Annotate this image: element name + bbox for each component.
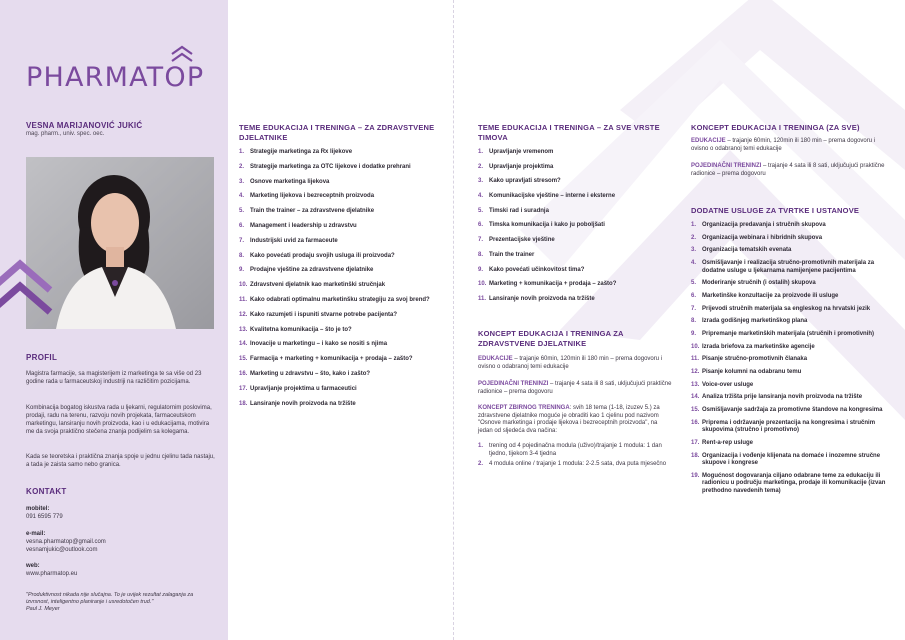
col2-topic-item-number: 8. [478, 251, 484, 258]
col3-service-item [691, 407, 891, 415]
email-link-2[interactable]: vesnamjukic@outlook.com [26, 547, 98, 553]
col1-topic-item-label: Marketing lijekova i bezreceptnih proizvoda [250, 193, 375, 200]
col3-service-item [691, 356, 891, 364]
col1-topic-item-label: Lansiranje novih proizvoda na tržište [250, 400, 356, 407]
col3-service-item-number: 13. [691, 381, 700, 388]
col1-title: TEME EDUKACIJA I TRENINGA – ZA ZDRAVSTVENE DJELATNIKE [239, 123, 435, 142]
col2-topic-item-label: Marketing + komunikacija + prodaja – zašto? [489, 281, 617, 288]
col3-service-item [691, 369, 891, 377]
col1-topic-item [239, 208, 449, 216]
col1-topic-item [239, 371, 449, 379]
col1-topic-item-number: 6. [239, 222, 245, 229]
col1-topic-item-label: Industrijski uvid za farmaceute [250, 237, 338, 244]
col3-service-item-label: Prijevodi stručnih materijala sa engleskog na hrvatski jezik [702, 305, 871, 312]
col3-pojedinacni [691, 163, 886, 178]
col1-topic-item [239, 341, 449, 349]
col2-topic-item-number: 6. [478, 222, 484, 229]
quote [26, 592, 216, 613]
col2-topic-item [478, 281, 678, 289]
col2-topic-item-number: 1. [478, 149, 484, 155]
col3-service-item [691, 306, 891, 314]
col3-edukacije-text: – trajanje 60min, 120min ili 180 min – prema dogovoru i ovisno o odabranoj temi edukacije [691, 138, 876, 152]
col2-topic-item-number: 9. [478, 266, 484, 273]
col1-topic-item [239, 253, 449, 261]
col1-topic-item-label: Osnove marketinga lijekova [250, 178, 330, 185]
fold-line [453, 0, 454, 640]
col3-service-item [691, 344, 891, 352]
col3-service-item [691, 382, 891, 390]
col1-topic-item [239, 179, 449, 187]
col2-topic-item-label: Kako upravljati stresom? [489, 178, 561, 185]
col1-topic-item [239, 193, 449, 201]
col2-topic-item-number: 7. [478, 237, 484, 244]
col3-pojedinacni-label: POJEDINAČNI TRENINZI [691, 163, 762, 169]
col2-edukacije-text: – trajanje 60min, 120min ili 180 min – prema dogovoru i ovisno o odabranoj temi edukacije [478, 356, 663, 370]
col3-service-item [691, 280, 891, 288]
col2-concept-title: KONCEPT EDUKACIJA I TRENINGA ZA ZDRAVSTVENE DJELATNIKE [478, 329, 624, 348]
col1-topic-item-label: Farmacija + marketing + komunikacija + prodaja – zašto? [250, 356, 413, 363]
col3-edukacije [691, 138, 886, 153]
col3-service-item-number: 6. [691, 292, 697, 299]
col3-pojedinacni-text: – trajanje 4 sata ili 8 sati, uključujući praktične radionice – prema dogovoru [691, 163, 885, 177]
col3-service-item-number: 9. [691, 331, 697, 337]
col1-topic-item-number: 13. [239, 326, 248, 333]
col3-service-item-label: Moderiranje stručnih (i ostalih) skupova [702, 280, 816, 287]
col1-topic-item [239, 223, 449, 231]
col3-service-item-label: Organizacija webinara i hibridnih skupova [702, 234, 823, 241]
sidebar-chevrons [0, 250, 70, 340]
col2-options-list [478, 443, 668, 472]
col2-topic-item-number: 2. [478, 163, 484, 170]
col2-topic-item [478, 178, 678, 186]
col3-service-item-number: 14. [691, 394, 700, 401]
col1-topic-item-number: 1. [239, 149, 245, 155]
profil-paragraph-3: Kada se teoretska i praktična znanja spoje u jednu cjelinu tada nastaju, a tada je zaista samo nebo granica. [26, 454, 215, 468]
col3-service-item-label: Pisanje stručno-promotivnih članaka [702, 356, 808, 363]
mobile-label: mobitel: [26, 506, 50, 512]
col3-service-item-number: 18. [691, 452, 700, 459]
col2-option-item [478, 461, 668, 469]
col1-topic-item-number: 10. [239, 282, 248, 289]
profil-paragraph-2: Kombinacija bogatog iskustva rada u ljekarni, regulatornim poslovima, prodaji, radu na terenu, razvoju novih projekata, farmaceutskom marketingu, lansiranju novih proizvoda, kao i u edukacijama, motivira me da svoja praktično stečena znanja podijelim sa kolegama. [26, 405, 212, 435]
col2-koncept-text: : svih 18 tema (1-18, izuzev 5.) za zdravstvene djelatnike moguće je obraditi kao 1 cjelinu pod nazivom "Osnove marketinga i prodaje lijekova i bezreceptnih proizvoda", na jedan od sljedeća dva načina: [478, 405, 660, 434]
profil-heading: PROFIL [26, 353, 58, 362]
col3-service-item-number: 19. [691, 472, 700, 479]
pharmatop-logo [26, 45, 216, 95]
col1-topic-item-number: 12. [239, 311, 248, 318]
col1-topic-item-number: 14. [239, 341, 248, 348]
email-label: e-mail: [26, 531, 46, 537]
col1-topic-item-number: 9. [239, 267, 245, 274]
col2-topic-item [478, 252, 678, 260]
col2-topic-item-label: Train the trainer [489, 251, 535, 258]
col3-service-item-number: 5. [691, 280, 697, 287]
col1-topic-item [239, 282, 449, 290]
col3-service-item [691, 473, 891, 496]
person-title: mag. pharm., univ. spec. oec. [26, 131, 105, 137]
col3-service-item-label: Rent-a-rep usluge [702, 440, 754, 446]
col2-topic-item-number: 3. [478, 178, 484, 185]
col2-pojedinacni [478, 381, 673, 396]
col2-edukacije [478, 356, 673, 371]
col1-topic-list [239, 149, 449, 415]
col3-service-item-label: Voice-over usluge [702, 381, 754, 388]
col2-topic-item [478, 222, 678, 230]
kontakt-heading: KONTAKT [26, 487, 67, 496]
col2-topic-item-label: Komunikacijske vještine – interne i eksterne [489, 193, 616, 200]
col1-topic-item-number: 2. [239, 163, 245, 170]
col1-topic-item-number: 3. [239, 178, 245, 185]
col2-topic-item-label: Timska komunikacija i kako ju poboljšati [489, 222, 605, 229]
col2-option-item-number: 2. [478, 461, 484, 467]
col2-topic-item-label: Upravljanje projektima [489, 163, 554, 170]
col3-service-item [691, 331, 891, 339]
col3-services-title: DODATNE USLUGE ZA TVRTKE I USTANOVE [691, 206, 860, 215]
col2-topic-item-number: 4. [478, 193, 484, 200]
col1-topic-item-label: Upravljanje projektima u farmaceutici [250, 385, 357, 392]
logo-text: PHARMATOP [26, 62, 205, 93]
quote-author: Paul J. Meyer [26, 606, 60, 612]
col3-service-item-label: Organizacija predavanja i stručnih skupova [702, 222, 826, 228]
col2-koncept [478, 405, 673, 435]
sidebar [0, 0, 228, 640]
col1-topic-item [239, 238, 449, 246]
col1-topic-item [239, 149, 449, 157]
col1-topic-item-label: Kako razumjeti i ispuniti stvarne potrebe pacijenta? [250, 311, 398, 318]
col3-service-item-number: 8. [691, 318, 697, 325]
col1-topic-item-number: 18. [239, 400, 248, 407]
col1-topic-item [239, 386, 449, 394]
col3-service-item [691, 260, 891, 275]
col2-topic-list [478, 149, 678, 311]
col3-service-item-number: 1. [691, 222, 697, 228]
col3-service-item-label: Osmišljavanje sadržaja za promotivne štandove na kongresima [702, 407, 883, 414]
col1-topic-item-label: Prodajne vještine za zdravstvene djelatnike [250, 267, 374, 274]
web-link[interactable]: www.pharmatop.eu [26, 571, 78, 577]
col2-option-item [478, 443, 668, 458]
col2-topic-item-label: Prezentacijske vještine [489, 237, 555, 244]
col3-service-item-number: 4. [691, 260, 697, 267]
col3-service-item-label: Pisanje kolumni na odabranu temu [702, 369, 802, 376]
col2-title: TEME EDUKACIJA I TRENINGA – ZA SVE VRSTE TIMOVA [478, 123, 660, 142]
col1-topic-item [239, 164, 449, 172]
web-label: web: [26, 563, 40, 569]
col2-option-item-label: trening od 4 pojedinačna modula (uživo)/trajanje 1 modula: 1 dan tjedno, tijekom 3-4 tjedna [489, 443, 662, 457]
person-name: VESNA MARIJANOVIĆ JUKIĆ [26, 121, 143, 130]
col3-service-item-number: 12. [691, 369, 700, 376]
col1-topic-item-number: 8. [239, 252, 245, 259]
col3-service-item-number: 2. [691, 234, 697, 241]
col1-topic-item [239, 356, 449, 364]
col2-topic-item [478, 208, 678, 216]
col3-service-item [691, 453, 891, 468]
col2-option-item-label: 4 modula online / trajanje 1 modula: 2-2.5 sata, dva puta mjesečno [489, 461, 667, 467]
col2-topic-item-label: Lansiranje novih proizvoda na tržište [489, 295, 595, 302]
col3-services-list [691, 222, 891, 501]
col3-service-item-label: Mogućnost dogovaranja ciljano odabrane teme za edukaciju ili radionicu u području marketinga, prodaje ili komunikacije (izvan prethodno navedenih tema) [702, 472, 886, 494]
col3-service-item [691, 440, 891, 448]
col3-service-item-label: Analiza tržišta prije lansiranja novih proizvoda na tržište [702, 394, 863, 401]
col3-service-item [691, 420, 891, 435]
col1-topic-item-label: Strategije marketinga za OTC lijekove i dodatke prehrani [250, 163, 411, 170]
col3-service-item [691, 394, 891, 402]
profil-paragraph-1: Magistra farmacije, sa magisterijem iz marketinga te sa više od 23 godine rada u farmaceutskoj industriji na različitim pozicijama. [26, 371, 202, 385]
col2-topic-item [478, 193, 678, 201]
col2-koncept-label: KONCEPT ZBIRNOG TRENINGA [478, 405, 570, 411]
col2-topic-item-label: Timski rad i suradnja [489, 207, 549, 214]
col3-service-item-number: 10. [691, 343, 700, 350]
col3-service-item-label: Pripremanje marketinških materijala (stručnih i promotivnih) [702, 331, 875, 337]
col2-topic-item [478, 164, 678, 172]
col1-topic-item-number: 5. [239, 208, 245, 215]
col3-service-item-number: 11. [691, 356, 700, 363]
col1-topic-item-number: 4. [239, 193, 245, 200]
col2-pojedinacni-label: POJEDINAČNI TRENINZI [478, 381, 549, 387]
col3-service-item [691, 318, 891, 326]
col1-topic-item [239, 327, 449, 335]
col3-service-item-number: 16. [691, 419, 700, 426]
col1-topic-item-number: 15. [239, 356, 248, 363]
col1-topic-item-label: Kako povećati prodaju svojih usluga ili proizvoda? [250, 252, 395, 259]
col1-topic-item [239, 312, 449, 320]
col1-topic-item [239, 297, 449, 305]
col3-service-item [691, 247, 891, 255]
col3-service-item [691, 235, 891, 243]
col1-topic-item [239, 267, 449, 275]
col3-edukacije-label: EDUKACIJE [691, 138, 726, 144]
col3-service-item [691, 222, 891, 230]
col1-topic-item-label: Management i leadership u zdravstvu [250, 222, 357, 229]
col2-topic-item-number: 5. [478, 207, 484, 214]
col2-topic-item [478, 237, 678, 245]
col3-service-item-number: 7. [691, 305, 697, 312]
email-link-1[interactable]: vesna.pharmatop@gmail.com [26, 539, 106, 545]
quote-text: "Produktivnost nikada nije slučajna. To je uvijek rezultat zalaganja za izvrsnost, inteligentno planiranje i usredotočen trud." [26, 592, 194, 605]
col2-topic-item-label: Kako povećati učinkovitost tima? [489, 266, 585, 273]
col1-topic-item-label: Kako odabrati optimalnu marketinšku strategiju za svoj brend? [250, 296, 430, 303]
col2-topic-item-label: Upravljanje vremenom [489, 149, 554, 155]
col2-topic-item [478, 296, 678, 304]
col2-pojedinacni-text: – trajanje 4 sata ili 8 sati, uključujući praktične radionice – prema dogovoru [478, 381, 672, 395]
col3-service-item-number: 3. [691, 247, 697, 254]
col1-topic-item-number: 16. [239, 370, 248, 377]
col3-service-item-label: Marketinške konzultacije za proizvode ili usluge [702, 292, 839, 299]
col3-service-item-label: Izrada godišnjeg marketinškog plana [702, 318, 808, 325]
col2-topic-item-number: 10. [478, 281, 487, 288]
col2-topic-item [478, 267, 678, 275]
col1-topic-item-label: Inovacije u marketingu – i kako se nositi s njima [250, 341, 388, 348]
col3-service-item-label: Organizacija i vođenje klijenata na domaće i inozemne stručne skupove i kongrese [702, 452, 881, 467]
col1-topic-item [239, 401, 449, 409]
col2-topic-item [478, 149, 678, 157]
col2-option-item-number: 1. [478, 443, 484, 449]
col3-service-item-label: Izrada briefova za marketinške agencije [702, 343, 815, 350]
col1-topic-item-number: 7. [239, 237, 245, 244]
col3-service-item-label: Osmišljavanje i realizacija stručno-promotivnih materijala za dodatne usluge u ljekarnama namijenjene pacijentima [702, 260, 875, 274]
col2-edukacije-label: EDUKACIJE [478, 356, 513, 362]
col3-service-item-label: Organizacija tematskih evenata [702, 247, 792, 254]
col1-topic-item-number: 11. [239, 296, 248, 303]
col1-topic-item-label: Marketing u zdravstvu – što, kako i zašto? [250, 370, 371, 377]
col3-title: KONCEPT EDUKACIJA I TRENINGA (ZA SVE) [691, 123, 860, 132]
col3-service-item [691, 293, 891, 301]
mobile-number[interactable]: 091 6595 779 [26, 514, 63, 520]
col2-topic-item-number: 11. [478, 295, 487, 302]
col1-topic-item-label: Strategije marketinga za Rx lijekove [250, 149, 353, 155]
col3-service-item-number: 17. [691, 440, 700, 446]
col3-service-item-number: 15. [691, 407, 700, 414]
col1-topic-item-label: Train the trainer – za zdravstvene djelatnike [250, 208, 375, 215]
col1-topic-item-label: Zdravstveni djelatnik kao marketinški stručnjak [250, 282, 386, 289]
col3-service-item-label: Priprema i održavanje prezentacija na kongresima i stručnim skupovima (stručno i promotivno) [702, 419, 876, 434]
col1-topic-item-label: Kvalitetna komunikacija – što je to? [250, 326, 352, 333]
col1-topic-item-number: 17. [239, 385, 248, 392]
